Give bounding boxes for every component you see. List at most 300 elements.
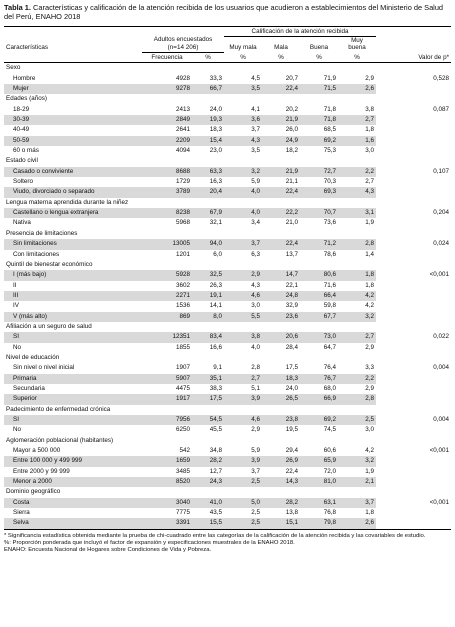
- cell-pct: 63,3: [192, 167, 224, 177]
- cell-p-value: [376, 84, 451, 94]
- cell-freq: 8520: [142, 477, 192, 487]
- cell-freq: 5928: [142, 270, 192, 280]
- cell-mm: 2,5: [224, 477, 262, 487]
- row-label: V (más alto): [4, 312, 142, 322]
- cell-mm: 3,6: [224, 115, 262, 125]
- row-label: Entre 2000 y 99 999: [13, 467, 70, 475]
- cell-m: 28,4: [285, 343, 298, 351]
- cell-mb: 3,0: [365, 147, 375, 155]
- cell-b: 67,7: [300, 312, 338, 322]
- cell-freq: 3602: [175, 281, 190, 289]
- row-label: IV: [13, 302, 19, 310]
- cell-pct: 18,3: [209, 126, 222, 134]
- cell-freq: 8688: [142, 167, 192, 177]
- cell-m: 13,7: [285, 250, 298, 258]
- cell-freq: 1907: [175, 364, 190, 372]
- cell-mm: 3,0: [251, 302, 260, 310]
- cell-p-value: 0,022: [433, 333, 450, 341]
- cell-pct: 32,1: [209, 219, 222, 227]
- cell-pct: 41,0: [192, 498, 224, 508]
- cell-m: 26,0: [285, 126, 298, 134]
- row-label: 40-49: [13, 126, 30, 134]
- data-table: [4, 26, 451, 530]
- cell-b: 64,7: [323, 343, 336, 351]
- bad-header: Mala: [274, 44, 288, 52]
- cell-mm: 3,5: [251, 147, 260, 155]
- cell-b: 65,9: [300, 456, 338, 466]
- cell-freq: 3485: [175, 467, 190, 475]
- row-label: Castellano o lengua extranjera: [4, 208, 142, 218]
- table-row: [4, 291, 451, 301]
- cell-mm: 4,0: [251, 343, 260, 351]
- cell-mb: 2,5: [338, 415, 376, 425]
- cell-pct: 6,0: [213, 250, 222, 258]
- table-row: [4, 312, 451, 322]
- cell-freq: 2641: [175, 126, 190, 134]
- table-row: [4, 208, 451, 218]
- cell-freq: 4475: [175, 384, 190, 392]
- cell-p-value: [376, 301, 451, 311]
- table-row: [4, 239, 451, 249]
- cell-mb: 1,8: [338, 270, 376, 280]
- pct-header: %: [192, 53, 224, 63]
- cell-pct: 24,3: [192, 477, 224, 487]
- cell-freq: 2209: [142, 136, 192, 146]
- table-row: [4, 384, 451, 394]
- group-header-row: [4, 63, 451, 74]
- cell-pct: 24,0: [209, 105, 222, 113]
- cell-mm: 5,0: [224, 498, 262, 508]
- cell-p-value: [376, 312, 451, 322]
- row-label: Costa: [4, 498, 142, 508]
- cell-freq: 3789: [142, 187, 192, 197]
- cell-freq: 8238: [142, 208, 192, 218]
- cell-mb: 3,3: [365, 364, 375, 372]
- cell-mb: 2,9: [365, 74, 375, 82]
- cell-p-value: 0,004: [433, 364, 450, 372]
- cell-b: 71,5: [300, 84, 338, 94]
- footnotes: [4, 533, 451, 555]
- table-row: [4, 218, 451, 228]
- cell-pct: 33,3: [209, 74, 222, 82]
- cell-b: 66,4: [300, 291, 338, 301]
- cell-mm: 3,8: [224, 332, 262, 342]
- cell-pct: 66,7: [192, 84, 224, 94]
- cell-mm: 3,5: [224, 84, 262, 94]
- row-label: III: [4, 291, 142, 301]
- cell-mb: 2,1: [338, 477, 376, 487]
- table-row: [4, 477, 451, 487]
- cell-freq: 1917: [142, 394, 192, 404]
- cell-pct: 67,9: [192, 208, 224, 218]
- cell-p-value: [376, 177, 451, 187]
- cell-freq: 1729: [175, 178, 190, 186]
- pct-good-header: %: [300, 53, 338, 63]
- group-header-row: [4, 353, 451, 363]
- cell-b: 66,9: [300, 394, 338, 404]
- cell-p-value: [376, 477, 451, 487]
- good-header: Buena: [309, 44, 329, 52]
- group-header-row: [4, 156, 451, 166]
- cell-mm: 5,5: [224, 312, 262, 322]
- cell-m: 21,9: [262, 115, 300, 125]
- cell-p-value: <0,001: [429, 271, 450, 279]
- cell-freq: 1536: [175, 302, 190, 310]
- row-label: Viudo, divorciado o separado: [4, 187, 142, 197]
- cell-freq: 4094: [175, 147, 190, 155]
- table-label: Tabla 1.: [4, 3, 31, 12]
- cell-m: 22,4: [262, 239, 300, 249]
- cell-p-value: 0,204: [433, 209, 450, 217]
- cell-freq: 9278: [142, 84, 192, 94]
- cell-b: 71,6: [323, 281, 336, 289]
- cell-mm: 4,0: [224, 208, 262, 218]
- cell-pct: 94,0: [192, 239, 224, 249]
- cell-p-value: [376, 467, 451, 477]
- frequency-header: Frecuencia: [142, 53, 192, 63]
- cell-b: 71,2: [300, 239, 338, 249]
- row-label: Sierra: [13, 509, 30, 517]
- cell-mb: 3,2: [338, 312, 376, 322]
- cell-m: 23,8: [262, 415, 300, 425]
- cell-m: 26,5: [262, 394, 300, 404]
- cell-b: 81,0: [300, 477, 338, 487]
- cell-freq: 869: [142, 312, 192, 322]
- cell-pct: 12,7: [209, 467, 222, 475]
- cell-mm: 3,2: [224, 167, 262, 177]
- row-label: Primaria: [4, 374, 142, 384]
- cell-pct: 28,2: [192, 456, 224, 466]
- table-row: [4, 374, 451, 384]
- cell-p-value: [376, 425, 451, 435]
- group-header-row: [4, 94, 451, 104]
- group-title: Dominio geográfico: [6, 488, 61, 496]
- cell-b: 78,6: [323, 250, 336, 258]
- rating-header: Calificación de la atención recibida: [224, 26, 376, 36]
- cell-p-value: [376, 136, 451, 146]
- cell-m: 20,6: [262, 332, 300, 342]
- group-title: Presencia de limitaciones: [6, 229, 78, 237]
- row-label: 30-39: [4, 115, 142, 125]
- cell-mm: 2,5: [251, 509, 260, 517]
- table-row: [4, 74, 451, 84]
- cell-pct: 26,3: [209, 281, 222, 289]
- cell-mb: 4,2: [365, 302, 375, 310]
- group-title: Edades (años): [6, 95, 47, 103]
- cell-m: 22,4: [285, 467, 298, 475]
- group-title: Sexo: [6, 64, 21, 72]
- cell-m: 13,8: [285, 509, 298, 517]
- row-label: II: [13, 281, 17, 289]
- cell-freq: 7775: [175, 509, 190, 517]
- table-row: [4, 508, 451, 518]
- cell-mb: 1,8: [365, 281, 375, 289]
- cell-b: 80,6: [300, 270, 338, 280]
- pct-very-bad-header: %: [224, 53, 262, 63]
- cell-b: 69,3: [300, 187, 338, 197]
- cell-mm: 3,7: [251, 467, 260, 475]
- row-label: Selva: [4, 518, 142, 529]
- cell-pct: 8,0: [192, 312, 224, 322]
- cell-pct: 34,8: [209, 447, 222, 455]
- cell-b: 76,4: [323, 364, 336, 372]
- table-row: [4, 167, 451, 177]
- cell-mb: 4,3: [338, 187, 376, 197]
- cell-mm: 5,9: [251, 178, 260, 186]
- table-row: [4, 415, 451, 425]
- cell-pct: 16,3: [209, 178, 222, 186]
- header-row-1: [4, 26, 451, 36]
- table-row: [4, 498, 451, 508]
- group-header-row: [4, 436, 451, 446]
- row-label: No: [13, 343, 22, 351]
- cell-mm: 4,3: [251, 281, 260, 289]
- cell-p-value: [376, 394, 451, 404]
- cell-mb: 1,4: [365, 250, 375, 258]
- cell-pct: 17,5: [192, 394, 224, 404]
- table-row: [4, 332, 451, 342]
- cell-m: 15,1: [262, 518, 300, 529]
- cell-b: 69,2: [300, 136, 338, 146]
- cell-freq: 12351: [142, 332, 192, 342]
- cell-b: 79,8: [300, 518, 338, 529]
- cell-mb: 3,2: [338, 456, 376, 466]
- cell-m: 22,4: [262, 84, 300, 94]
- cell-mm: 5,9: [251, 447, 260, 455]
- row-label: 18-29: [13, 105, 30, 113]
- group-header-row: [4, 260, 451, 270]
- cell-pct: 35,1: [192, 374, 224, 384]
- cell-mm: 3,9: [224, 394, 262, 404]
- table-row: [4, 270, 451, 280]
- cell-mb: 4,2: [338, 291, 376, 301]
- cell-p-value: [376, 115, 451, 125]
- characteristics-header: Características: [6, 44, 48, 52]
- cell-p-value: <0,001: [429, 447, 450, 455]
- cell-freq: 1659: [142, 456, 192, 466]
- cell-freq: 2413: [175, 105, 190, 113]
- row-label: Con limitaciones: [13, 250, 60, 258]
- cell-mb: 1,8: [365, 509, 375, 517]
- cell-b: 74,5: [323, 426, 336, 434]
- group-title: Quintil de bienestar económico: [6, 260, 93, 268]
- cell-freq: 5968: [175, 219, 190, 227]
- table-row: [4, 187, 451, 197]
- table-row: [4, 84, 451, 94]
- cell-mb: 3,8: [365, 105, 375, 113]
- cell-mm: 2,9: [224, 270, 262, 280]
- table-row: [4, 105, 451, 115]
- table-row: [4, 518, 451, 529]
- cell-freq: 1855: [175, 343, 190, 351]
- cell-mm: 2,8: [251, 364, 260, 372]
- cell-mb: 3,1: [338, 208, 376, 218]
- table-row: [4, 115, 451, 125]
- cell-m: 26,9: [262, 456, 300, 466]
- cell-m: 29,4: [285, 447, 298, 455]
- table-caption: [4, 3, 451, 22]
- cell-m: 22,2: [262, 208, 300, 218]
- cell-b: 71,8: [323, 105, 336, 113]
- cell-b: 70,3: [323, 178, 336, 186]
- cell-b: 73,0: [300, 332, 338, 342]
- cell-m: 17,5: [285, 364, 298, 372]
- cell-p-value: [376, 281, 451, 291]
- cell-m: 24,9: [262, 136, 300, 146]
- cell-freq: 4928: [175, 74, 190, 82]
- cell-mm: 6,3: [251, 250, 260, 258]
- cell-m: 24,8: [262, 291, 300, 301]
- table-row: [4, 146, 451, 156]
- group-title: Aglomeración poblacional (habitantes): [6, 436, 114, 444]
- row-label: Secundaria: [13, 384, 45, 392]
- group-header-row: [4, 487, 451, 497]
- cell-m: 22,4: [262, 187, 300, 197]
- cell-m: 21,0: [285, 219, 298, 227]
- cell-p-value: <0,001: [429, 498, 450, 506]
- cell-b: 68,0: [323, 384, 336, 392]
- cell-pct: 23,0: [209, 147, 222, 155]
- row-label: Sin limitaciones: [4, 239, 142, 249]
- cell-mb: 2,7: [338, 115, 376, 125]
- cell-pct: 32,5: [192, 270, 224, 280]
- cell-mb: 2,7: [365, 178, 375, 186]
- cell-mb: 2,8: [338, 394, 376, 404]
- cell-freq: 1201: [175, 250, 190, 258]
- cell-b: 69,2: [300, 415, 338, 425]
- row-label: Superior: [4, 394, 142, 404]
- cell-b: 76,8: [323, 509, 336, 517]
- footnote-proportion: %: Proporción ponderada que incluyó el factor de expansión y especificaciones muestrales de la ENAHO 2018.: [4, 539, 295, 546]
- table-row: [4, 177, 451, 187]
- cell-m: 21,9: [262, 167, 300, 177]
- cell-p-value: 0,004: [433, 416, 450, 423]
- cell-m: 32,9: [285, 302, 298, 310]
- cell-m: 19,5: [285, 426, 298, 434]
- cell-m: 18,2: [285, 147, 298, 155]
- cell-freq: 13005: [142, 239, 192, 249]
- row-label: No: [13, 426, 22, 434]
- cell-pct: 9,1: [213, 364, 222, 372]
- group-title: Afiliación a un seguro de salud: [6, 322, 92, 330]
- cell-mm: 2,9: [251, 426, 260, 434]
- cell-p-value: [376, 218, 451, 228]
- cell-m: 20,7: [285, 74, 298, 82]
- cell-mb: 3,7: [338, 498, 376, 508]
- cell-p-value: [376, 518, 451, 529]
- cell-mm: 3,4: [251, 219, 260, 227]
- cell-mm: 2,7: [224, 374, 262, 384]
- cell-b: 72,7: [300, 167, 338, 177]
- cell-pct: 43,5: [209, 509, 222, 517]
- table-row: [4, 425, 451, 435]
- cell-b: 75,3: [323, 147, 336, 155]
- cell-m: 14,7: [262, 270, 300, 280]
- cell-pct: 16,6: [209, 343, 222, 351]
- cell-p-value: 0,024: [433, 240, 450, 248]
- cell-m: 14,3: [262, 477, 300, 487]
- row-label: Mayor a 500 000: [13, 447, 61, 455]
- table-row: [4, 456, 451, 466]
- cell-mb: 1,9: [365, 219, 375, 227]
- pct-bad-header: %: [262, 53, 300, 63]
- cell-mm: 4,1: [251, 105, 260, 113]
- cell-p-value: [376, 291, 451, 301]
- group-title: Padecimiento de enfermedad crónica: [6, 405, 111, 413]
- cell-freq: 3040: [142, 498, 192, 508]
- row-label: Nativa: [13, 219, 31, 227]
- very-bad-header: Muy mala: [229, 44, 257, 52]
- group-header-row: [4, 322, 451, 332]
- table-row: [4, 446, 451, 456]
- cell-p-value: [376, 250, 451, 260]
- cell-mb: 2,9: [365, 384, 375, 392]
- cell-mb: 4,2: [365, 447, 375, 455]
- row-label: I (más bajo): [4, 270, 142, 280]
- table-row: [4, 394, 451, 404]
- cell-b: 71,9: [323, 74, 336, 82]
- cell-freq: 3391: [142, 518, 192, 529]
- group-header-row: [4, 198, 451, 208]
- cell-p-value: 0,528: [433, 74, 450, 82]
- group-title: Nivel de educación: [6, 353, 60, 361]
- table-body: [4, 63, 451, 529]
- cell-p-value: [376, 384, 451, 394]
- cell-p-value: 0,107: [433, 167, 450, 175]
- row-label: Hombre: [13, 74, 36, 82]
- group-title: Lengua materna aprendida durante la niñez: [6, 198, 129, 206]
- table-row: [4, 125, 451, 135]
- cell-freq: 2271: [142, 291, 192, 301]
- cell-p-value: [376, 456, 451, 466]
- cell-b: 63,1: [300, 498, 338, 508]
- footnote-significance: * Significancia estadística obtenida mediante la prueba de chi-cuadrado entre las categorías de la calificación de la atención recibida y las covariables de estudio.: [4, 532, 426, 539]
- cell-p-value: [376, 374, 451, 384]
- footnote-enaho: ENAHO: Encuesta Nacional de Hogares sobre Condiciones de Vida y Pobreza.: [4, 547, 212, 554]
- cell-mm: 3,7: [251, 126, 260, 134]
- cell-freq: 2849: [142, 115, 192, 125]
- row-label: SI: [4, 415, 142, 425]
- table-row: [4, 467, 451, 477]
- cell-freq: 6250: [175, 426, 190, 434]
- cell-p-value: 0,087: [433, 105, 450, 113]
- cell-mm: 3,7: [224, 239, 262, 249]
- cell-p-value: [376, 508, 451, 518]
- cell-mb: 2,9: [365, 343, 375, 351]
- table-row: [4, 250, 451, 260]
- cell-mb: 2,8: [338, 239, 376, 249]
- cell-b: 60,6: [323, 447, 336, 455]
- cell-mb: 1,6: [338, 136, 376, 146]
- cell-mm: 3,9: [224, 456, 262, 466]
- cell-b: 72,0: [323, 467, 336, 475]
- pct-very-good-header: %: [338, 53, 376, 63]
- table-row: [4, 343, 451, 353]
- cell-b: 59,8: [323, 302, 336, 310]
- cell-b: 68,5: [323, 126, 336, 134]
- cell-freq: 7956: [142, 415, 192, 425]
- cell-pct: 15,4: [192, 136, 224, 146]
- cell-p-value: [376, 343, 451, 353]
- group-title: Estado civil: [6, 157, 38, 165]
- table-row: [4, 281, 451, 291]
- cell-freq: 542: [179, 447, 190, 455]
- row-label: Casado o conviviente: [4, 167, 142, 177]
- cell-mm: 4,0: [224, 187, 262, 197]
- table-title: Características y calificación de la atención recibida de los usuarios que acudieron a establecimientos del Ministerio de Salud del Perú, ENAHO 2018: [4, 3, 444, 22]
- cell-mm: 4,6: [224, 415, 262, 425]
- row-label: Soltero: [13, 178, 33, 186]
